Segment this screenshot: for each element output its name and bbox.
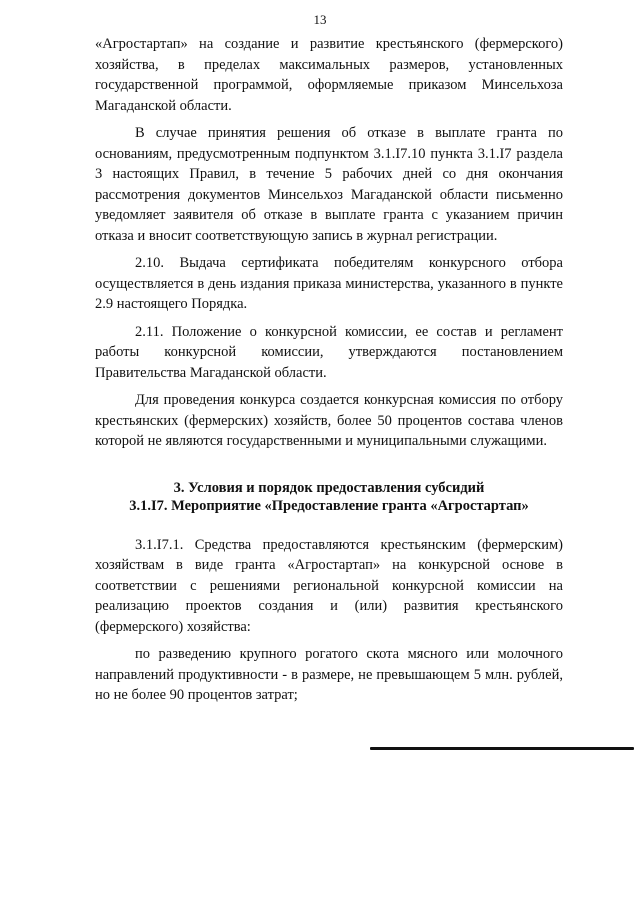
paragraph-3-1-17-1: 3.1.I7.1. Средства предоставляются крестьянским (фермерским) хозяйствам в виде гранта «Агростартап» на конкурсной основе в соответствии с решениями региональной конкурсной комиссии на реализацию проектов создания и (или) развития крестьянского (фермерского) хозяйства: (95, 536, 563, 635)
paragraph-cattle-breeding: по разведению крупного рогатого скота мясного или молочного направлений продуктивности - в размере, не превышающем 5 млн. рублей, но не более 90 процентов затрат; (95, 646, 563, 703)
paragraph-refusal-notice: В случае принятия решения об отказе в выплате гранта по основаниям, предусмотренным подпунктом 3.1.I7.10 пункта 3.1.I7 раздела 3 настоящих Правил, в течение 5 рабочих дней со дня окончания рассмотрения документов Минсельхоз Магаданской области письменно уведомляет заявителя об отказе в выплате гранта с указанием причин отказа и вносит соответствующую запись в журнал регистрации. (95, 125, 563, 244)
paragraph-commission: Для проведения конкурса создается конкурсная комиссия по отбору крестьянских (фермерских) хозяйств, более 50 процентов состава членов которой не являются государственными и муниципальными служащими. (95, 392, 563, 449)
bottom-rule (370, 747, 634, 750)
measure-heading: 3.1.I7. Мероприятие «Предоставление гранта «Агростартап» (129, 497, 529, 514)
section-heading: 3. Условия и порядок предоставления субсидий (173, 479, 485, 496)
page-number: 13 (313, 12, 327, 27)
paragraph-2-10: 2.10. Выдача сертификата победителям конкурсного отбора осуществляется в день издания приказа министерства, указанного в пункте 2.9 настоящего Порядка. (95, 255, 563, 312)
paragraph-grant-continuation: «Агростартап» на создание и развитие крестьянского (фермерского) хозяйства, в пределах максимальных размеров, установленных государственной программой, оформляемые приказом Минсельхоза Магаданской области. (95, 36, 563, 114)
paragraph-2-11: 2.11. Положение о конкурсной комиссии, ее состав и регламент работы конкурсной комиссии, утверждаются постановлением Правительства Магаданской области. (95, 323, 563, 381)
document-body (95, 34, 563, 706)
